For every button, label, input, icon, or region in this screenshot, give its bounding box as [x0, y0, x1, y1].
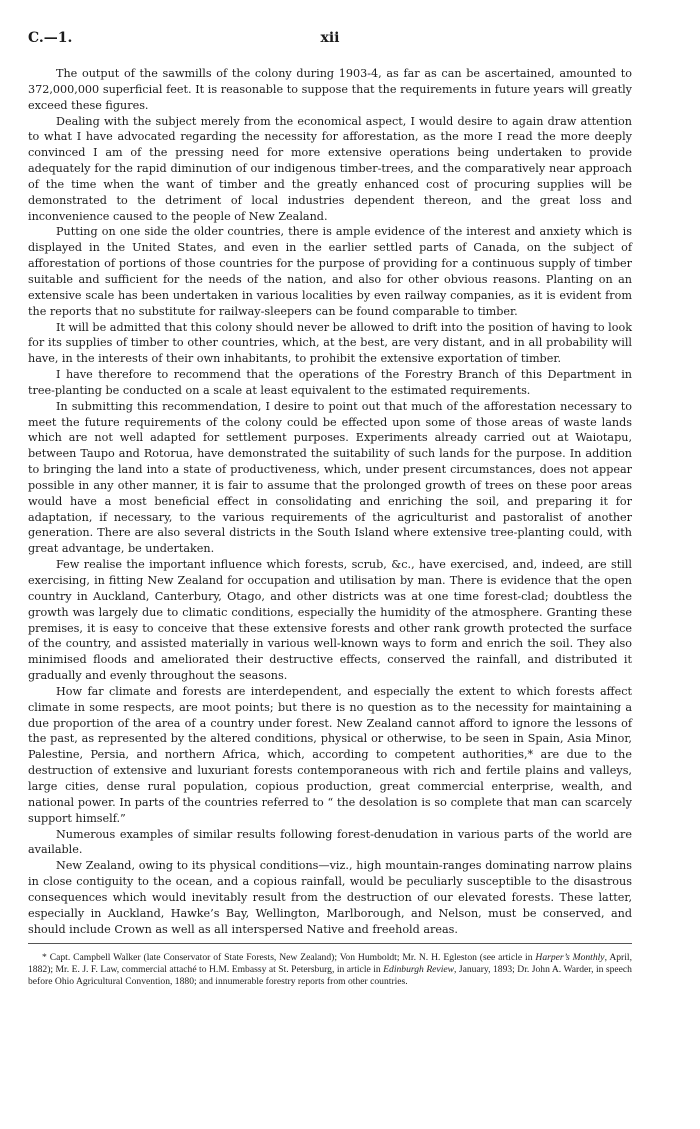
footnotes: [28, 952, 632, 987]
footnote-divider: [28, 943, 632, 944]
footnote-citation-title: Harper’s Monthly: [535, 952, 605, 964]
paragraph: The output of the sawmills of the colony during 1903-4, as far as can be ascertained, amounted to 372,000,000 superficial feet. It is reasonable to suppose that the requirements in future years will greatly exceed these figures.: [28, 67, 632, 112]
document-reference: C.—1.: [28, 30, 73, 46]
footnote: * Capt. Campbell Walker (late Conservator of State Forests, New Zealand); Von Humboldt; Mr. N. H. Egleston (see article in Harper’s Monthly, April, 1882); Mr. E. J. F. Law, commercial attaché to H.M. Embassy at St. Petersburg, in article in Edinburgh Review, January, 1893; Dr. John A. Warder, in speech before Ohio Agricultural Convention, 1880; and innumerable forestry reports from other countries.: [28, 952, 632, 987]
page-number: xii: [320, 30, 340, 46]
footnote-citation-title: Edinburgh Review: [383, 964, 455, 975]
body-text: [28, 66, 632, 937]
paragraph: Few realise the important influence which forests, scrub, &c., have exercised, and, indeed, are still exercising, in fitting New Zealand for occupation and utilisation by man. There is evidence that the open country in Auckland, Canterbury, Otago, and other districts was at one time forest-clad; doubtless the growth was largely due to climatic conditions, especially the humidity of the atmosphere. Granting these premises, it is easy to conceive that these extensive forests and other rank growth protected the surface of the country, and assisted materially in various well-known ways to form and enrich the soil. They also minimised floods and ameliorated their destructive effects, conserved the rainfall, and distributed it gradually and evenly throughout the seasons.: [28, 558, 632, 683]
paragraph: I have therefore to recommend that the operations of the Forestry Branch of this Department in tree-planting be conducted on a scale at least equivalent to the estimated requirements.: [28, 368, 632, 397]
page-header: [28, 30, 632, 52]
paragraph: Numerous examples of similar results following forest-denudation in various parts of the world are available.: [28, 827, 632, 857]
paragraph: How far climate and forests are interdependent, and especially the extent to which forests affect climate in some respects, are moot points; but there is no question as to the necessity for maintaining a due proportion of the area of a country under forest. New Zealand cannot afford to ignore the lessons of the past, as represented by the altered conditions, physical or otherwise, to be seen in Spain, Asia Minor, Palestine, Persia, and northern Africa, which, according to competent authorities,* are due to the destruction of extensive and luxuriant forests contemporaneous with rich and fertile plains and valleys, large cities, dense rural population, copious production, great commercial enterprise, wealth, and national power. In parts of the countries referred to “ the desolation is so complete that man can scarcely support himself.”: [28, 684, 632, 825]
paragraph: It will be admitted that this colony should never be allowed to drift into the position of having to look for its supplies of timber to other countries, which, at the best, are very distant, and in all probability will have, in the interests of their own inhabitants, to prohibit the extensive exportation of timber.: [28, 320, 632, 366]
paragraph: Dealing with the subject merely from the economical aspect, I would desire to again draw attention to what I have advocated regarding the necessity for afforestation, as the more I read the more deeply convinced I am of the pressing need for more extensive operations being undertaken to provide adequately for the rapid diminution of our indigenous timber-trees, and the comparatively near approach of the time when the want of timber and the greatly enhanced cost of procuring supplies will be demonstrated to the detriment of local industries dependent thereon, and the great loss and inconvenience caused to the people of New Zealand.: [28, 114, 632, 223]
paragraph: Putting on one side the older countries, there is ample evidence of the interest and anxiety which is displayed in the United States, and even in the earlier settled parts of Canada, on the subject of afforestation of portions of those countries for the purpose of providing for a continuous supply of timber suitable and sufficient for the needs of the nation, and also for other obvious reasons. Planting on an extensive scale has been undertaken in various localities by even railway companies, as it is evident from the reports that no substitute for railway-sleepers can be found comparable to timber.: [28, 225, 632, 318]
paragraph: New Zealand, owing to its physical conditions—viz., high mountain-ranges dominating narrow plains in close contiguity to the ocean, and a copious rainfall, would be peculiarly susceptible to the disastrous consequences which would inevitably result from the destruction of our elevated forests. These latter, especially in Auckland, Hawke’s Bay, Wellington, Marlborough, and Nelson, must be conserved, and should include Crown as well as all interspersed Native and freehold areas.: [28, 859, 632, 936]
paragraph: In submitting this recommendation, I desire to point out that much of the afforestation necessary to meet the future requirements of the colony could be effected upon some of those areas of waste lands which are not well adapted for settlement purposes. Experiments already carried out at Waiotapu, between Taupo and Rotorua, have demonstrated the suitability of such lands for the purpose. In addition to bringing the land into a state of productiveness, which, under present circumstances, does not appear possible in any other manner, it is fair to assume that the prolonged growth of trees on these poor areas would have a most beneficial effect in consolidating and enriching the soil, and preparing it for adaptation, if necessary, to the various requirements of the agriculturist and pastoralist of another generation. There are also several districts in the South Island where extensive tree-planting could, with great advantage, be undertaken.: [28, 399, 632, 556]
document-page: [28, 30, 632, 987]
